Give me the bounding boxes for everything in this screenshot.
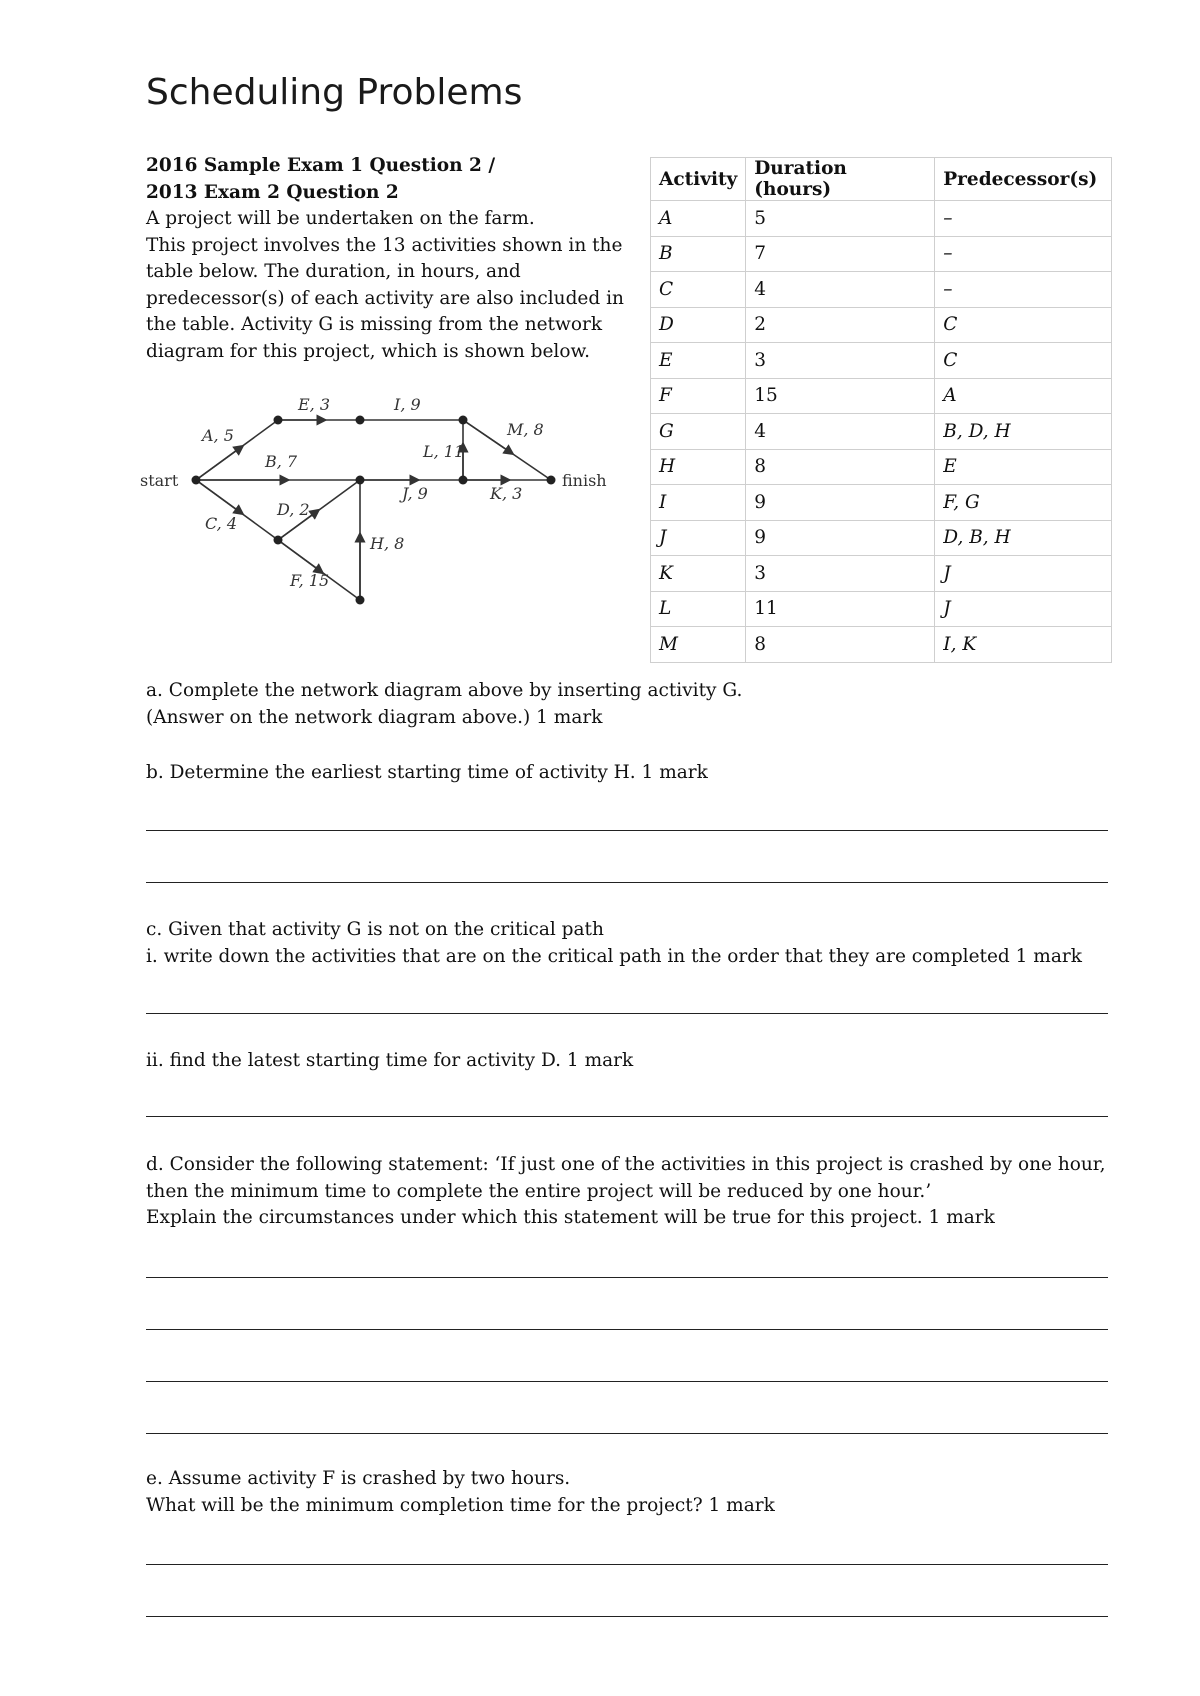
activity-cell: E [651, 343, 746, 379]
node [356, 416, 365, 425]
edge-label-e: F, 15 [290, 571, 330, 590]
edge-label-b: B, 7 [265, 452, 298, 471]
question-heading-line2: 2013 Exam 2 Question 2 [146, 181, 399, 203]
node [459, 476, 468, 485]
activity-cell: J [651, 520, 746, 556]
edge-label-i: I, 9 [394, 395, 421, 414]
edge-label-h: H, 8 [370, 534, 405, 553]
predecessor-cell: – [935, 272, 1112, 308]
activity-cell: H [651, 449, 746, 485]
predecessor-cell: D, B, H [935, 520, 1112, 556]
table-row [651, 591, 1112, 627]
duration-cell: 9 [746, 520, 935, 556]
column-header-activity: Activity [651, 158, 746, 201]
edge-label-k: L, 11 [423, 442, 465, 461]
activity-cell: G [651, 414, 746, 450]
activity-table [650, 157, 1112, 663]
question-c-line1: c. Given that activity G is not on the critical path [146, 919, 604, 940]
predecessor-cell: A [935, 378, 1112, 414]
duration-cell: 4 [746, 272, 935, 308]
activity-cell: M [651, 627, 746, 663]
edge-label-f: E, 3 [298, 395, 331, 414]
node [356, 596, 365, 605]
table-header-row [651, 158, 1112, 201]
table-row [651, 520, 1112, 556]
page-title: Scheduling Problems [146, 72, 523, 113]
question-e [146, 1466, 1106, 1519]
duration-cell: 9 [746, 485, 935, 521]
question-a [146, 678, 1106, 731]
predecessor-cell: B, D, H [935, 414, 1112, 450]
question-d-line3: Explain the circumstances under which this statement will be true for this project. 1 mark [146, 1207, 995, 1228]
edge-label-a: A, 5 [202, 426, 234, 445]
duration-cell: 8 [746, 627, 935, 663]
duration-cell: 7 [746, 236, 935, 272]
edge-label-m: M, 8 [507, 420, 544, 439]
answer-line-d3[interactable] [146, 1381, 1108, 1382]
activity-cell: L [651, 591, 746, 627]
predecessor-cell: E [935, 449, 1112, 485]
duration-cell: 2 [746, 307, 935, 343]
node [274, 416, 283, 425]
answer-line-ci[interactable] [146, 1013, 1108, 1014]
answer-line-e1[interactable] [146, 1564, 1108, 1565]
table-row [651, 627, 1112, 663]
duration-cell: 5 [746, 201, 935, 237]
predecessor-cell: J [935, 556, 1112, 592]
edge-label-c: C, 4 [205, 514, 238, 533]
column-header-duration: Duration (hours) [746, 158, 935, 201]
question-e-line2: What will be the minimum completion time for the project? 1 mark [146, 1494, 775, 1516]
node [356, 476, 365, 485]
predecessor-cell: – [935, 236, 1112, 272]
table-row [651, 307, 1112, 343]
activity-cell: D [651, 307, 746, 343]
activity-cell: F [651, 378, 746, 414]
activity-cell: A [651, 201, 746, 237]
answer-line-e2[interactable] [146, 1616, 1108, 1617]
network-diagram [140, 385, 620, 620]
edge-label-d: D, 2 [277, 500, 310, 519]
intro-block [146, 153, 636, 365]
table-row [651, 272, 1112, 308]
predecessor-cell: – [935, 201, 1112, 237]
start-label: start [140, 471, 179, 490]
predecessor-cell: F, G [935, 485, 1112, 521]
duration-cell: 3 [746, 343, 935, 379]
intro-line: This project involves the 13 activities shown in the [146, 234, 623, 256]
table-row [651, 414, 1112, 450]
intro-line: the table. Activity G is missing from the network [146, 314, 603, 335]
node-start [192, 476, 201, 485]
question-d-line1: d. Consider the following statement: ‘If just one of the activities in this project is crashed by one hour, [146, 1154, 1106, 1175]
table-row [651, 485, 1112, 521]
question-a-line2: (Answer on the network diagram above.) 1 mark [146, 706, 603, 728]
question-c [146, 917, 1106, 970]
edge-label-j: J, 9 [402, 484, 428, 503]
activity-cell: K [651, 556, 746, 592]
predecessor-cell: C [935, 307, 1112, 343]
node [274, 536, 283, 545]
answer-line-cii[interactable] [146, 1116, 1108, 1117]
predecessor-cell: I, K [935, 627, 1112, 663]
table-row [651, 343, 1112, 379]
question-e-line1: e. Assume activity F is crashed by two hours. [146, 1468, 571, 1489]
intro-line: table below. The duration, in hours, and [146, 261, 521, 282]
answer-line-b1[interactable] [146, 830, 1108, 831]
duration-cell: 3 [746, 556, 935, 592]
activity-cell: I [651, 485, 746, 521]
intro-line: predecessor(s) of each activity are also included in [146, 287, 624, 309]
finish-label: finish [562, 471, 607, 490]
answer-line-b2[interactable] [146, 882, 1108, 883]
table-row [651, 449, 1112, 485]
question-d [146, 1152, 1106, 1232]
question-heading-line1: 2016 Sample Exam 1 Question 2 / [146, 155, 496, 176]
intro-line: A project will be undertaken on the farm. [146, 208, 535, 229]
edge-label-l: K, 3 [490, 484, 523, 503]
activity-cell: B [651, 236, 746, 272]
question-a-line1: a. Complete the network diagram above by inserting activity G. [146, 680, 743, 701]
duration-cell: 4 [746, 414, 935, 450]
question-b: b. Determine the earliest starting time of activity H. 1 mark [146, 762, 708, 783]
question-c-ii: ii. find the latest starting time for activity D. 1 mark [146, 1050, 634, 1071]
answer-line-d2[interactable] [146, 1329, 1108, 1330]
predecessor-cell: J [935, 591, 1112, 627]
predecessor-cell: C [935, 343, 1112, 379]
duration-cell: 11 [746, 591, 935, 627]
activity-cell: C [651, 272, 746, 308]
table-row [651, 556, 1112, 592]
column-header-predecessors: Predecessor(s) [935, 158, 1112, 201]
table-row [651, 201, 1112, 237]
node [459, 416, 468, 425]
duration-cell: 8 [746, 449, 935, 485]
question-c-i: i. write down the activities that are on the critical path in the order that they are completed 1 mark [146, 945, 1082, 967]
table-row [651, 378, 1112, 414]
intro-line: diagram for this project, which is shown below. [146, 340, 590, 362]
answer-line-d1[interactable] [146, 1277, 1108, 1278]
duration-cell: 15 [746, 378, 935, 414]
node-finish [547, 476, 556, 485]
question-d-line2: then the minimum time to complete the entire project will be reduced by one hour.’ [146, 1180, 932, 1202]
table-row [651, 236, 1112, 272]
answer-line-d4[interactable] [146, 1433, 1108, 1434]
